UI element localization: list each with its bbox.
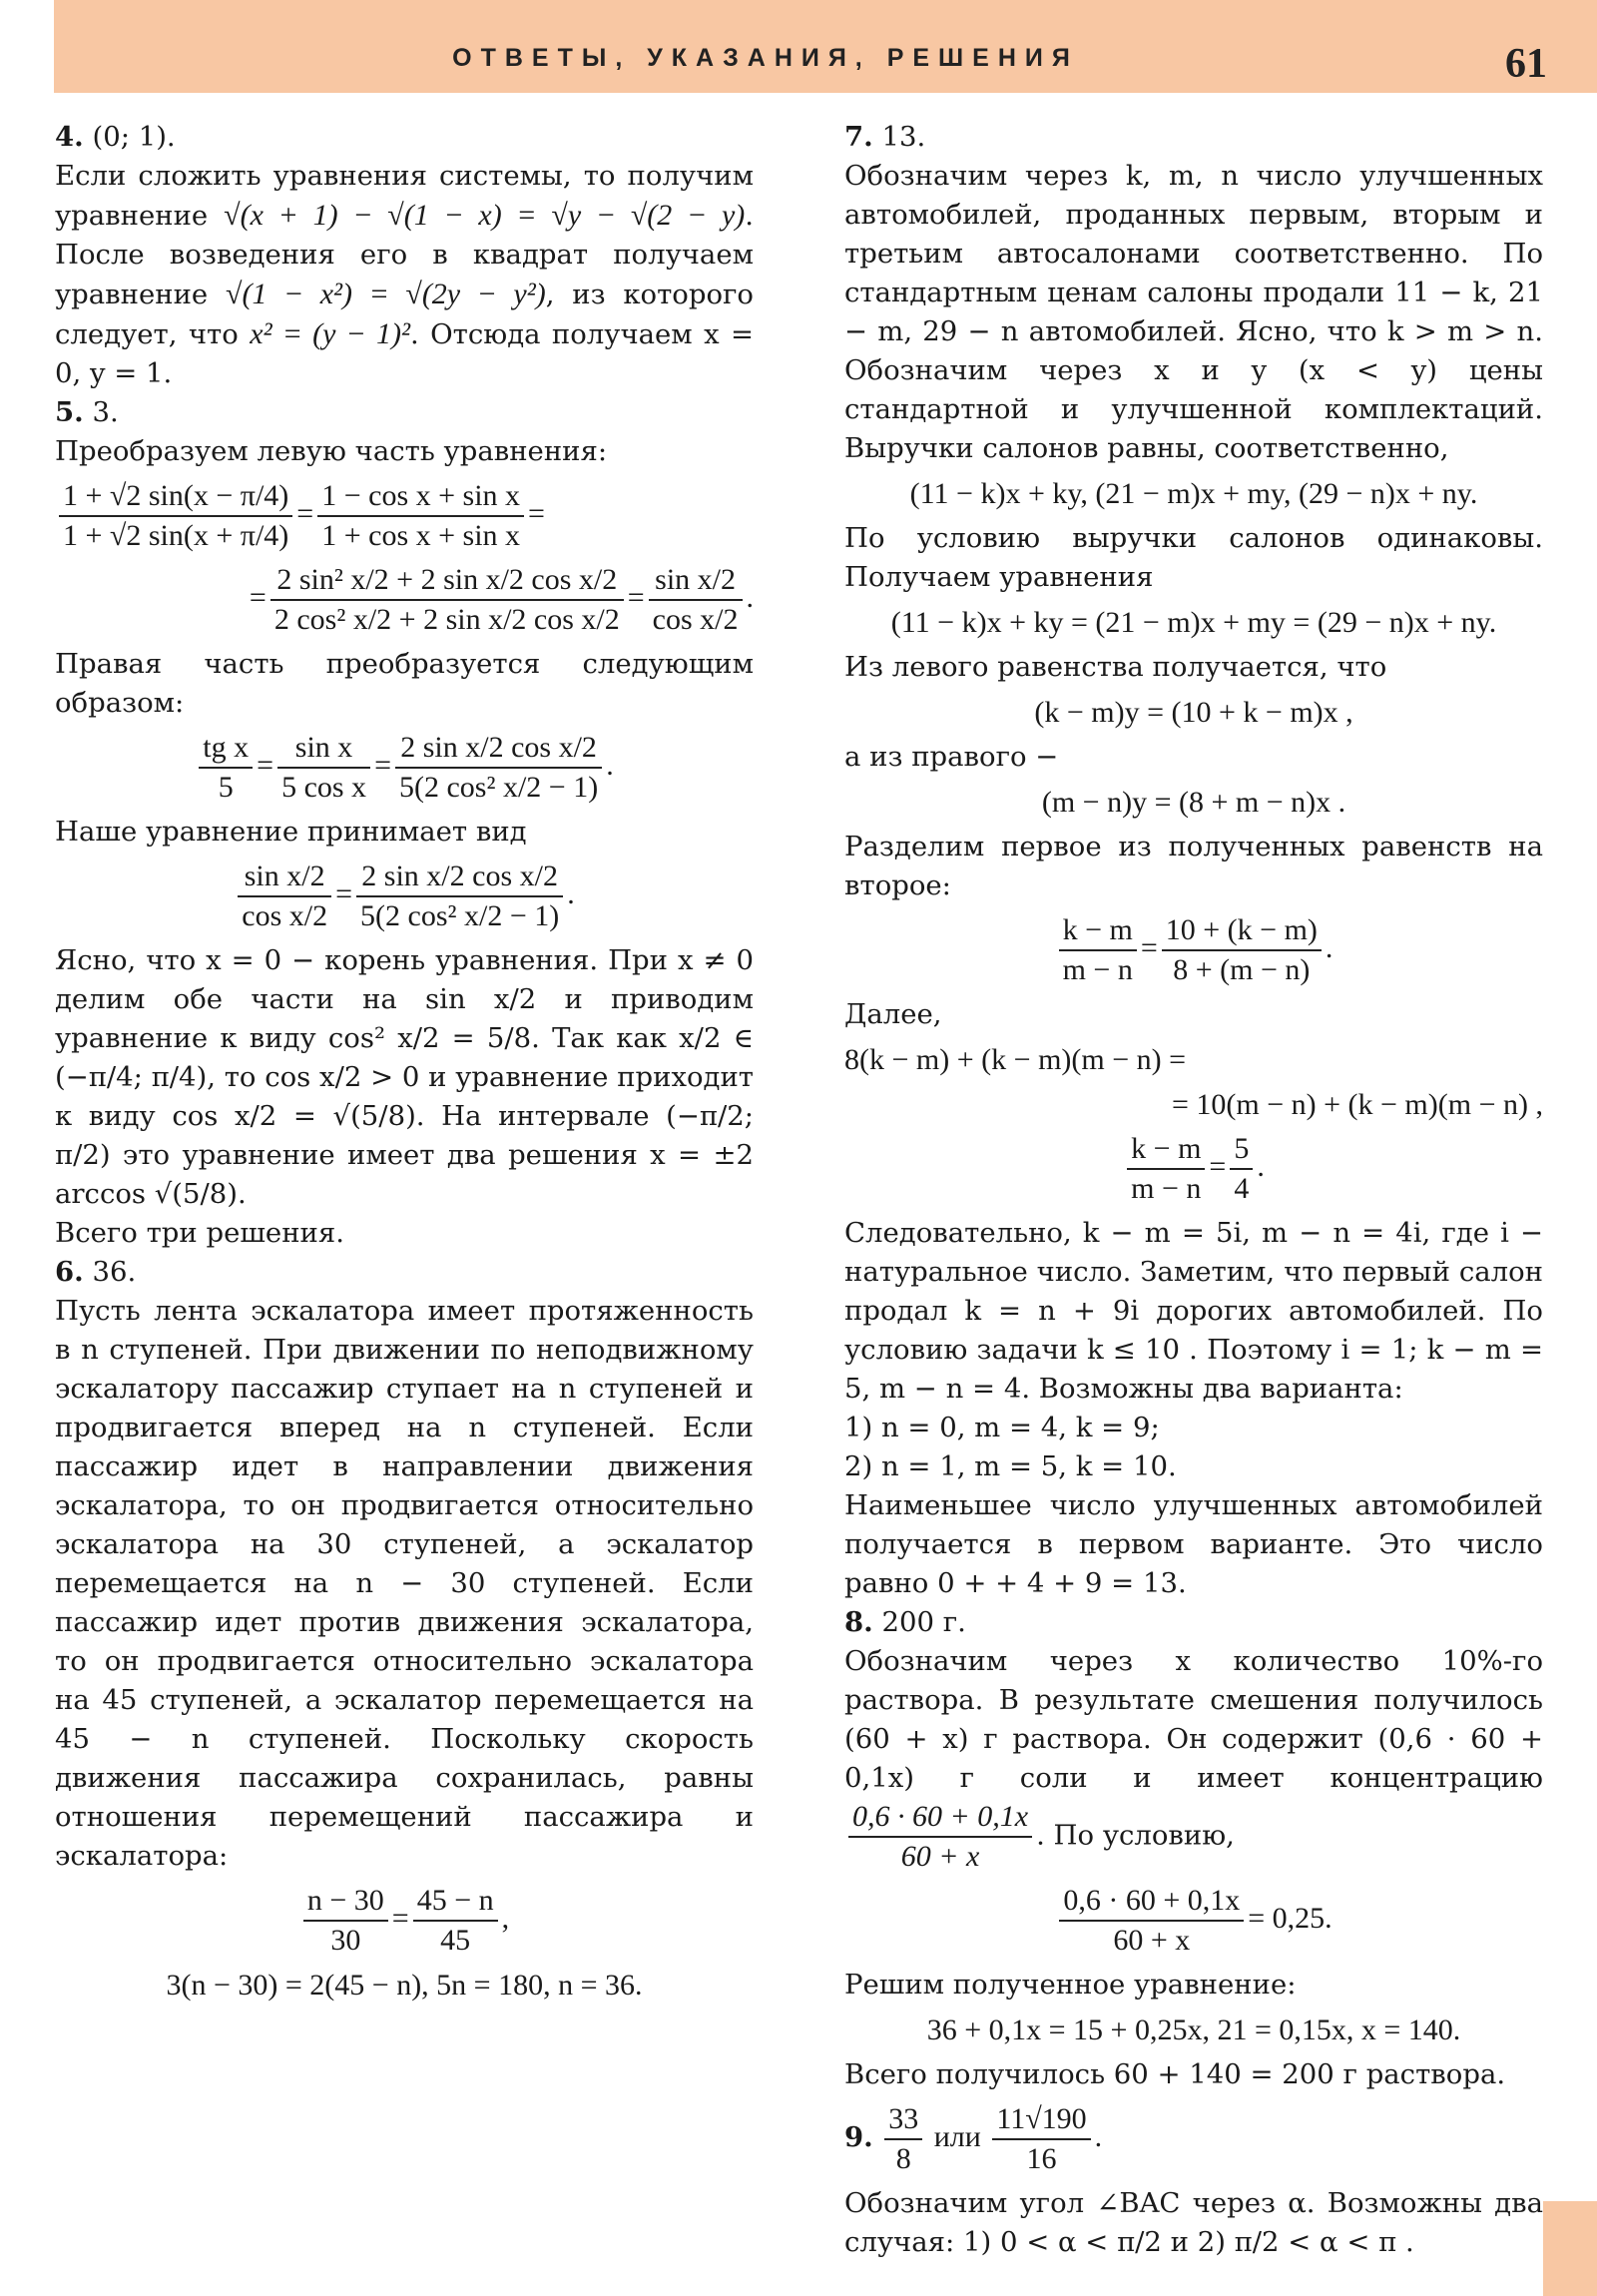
text: Обозначим через k, m, n число улучшенных автомобилей, проданных первым, вторым и третьим автосалонами соответственно. По стандартным ценам салоны продали 11 − k, 21 − m, 29 − n автомобилей. Ясно, что k > m > n. Обозначим через x и y (x < y) цены стандартной и улучшенной комплектаций. Выручки салонов равны, соответственно,	[844, 160, 1543, 464]
text: Наше уравнение принимает вид	[55, 816, 527, 848]
page-number: 61	[1505, 41, 1547, 87]
problem-number: 6.	[55, 1256, 84, 1288]
numerator: 11√190	[992, 2100, 1090, 2140]
problem-8-solution	[844, 1642, 1543, 1876]
header-title: ОТВЕТЫ, УКАЗАНИЯ, РЕШЕНИЯ	[452, 44, 1079, 72]
problem-4-solution	[55, 157, 754, 393]
problem-4-heading	[55, 118, 754, 157]
formula-block: $\frac{\text{sin x/2}}{\text{cos x/2}}$ = $\frac{\text{2 sin x/2 cos x/2}}{\text{5(2 cos² x/2 − 1)}}$ .	[55, 858, 754, 935]
right-column	[844, 118, 1543, 2262]
left-column	[55, 118, 754, 2010]
formula-block: $\frac{k - m}{m - n}$ = $\frac{5}{4}$ .	[844, 1130, 1543, 1208]
denominator: 1 + cos x + sin x	[321, 519, 521, 552]
denominator: 60 + x	[900, 1840, 980, 1873]
fraction	[1059, 1882, 1244, 1960]
fraction	[649, 561, 743, 639]
formula: (m − n)y = (8 + m − n)x .	[1041, 786, 1346, 819]
fraction	[1127, 1130, 1205, 1208]
formula: = 10(m − n) + (k − m)(m − n) ,	[1171, 1088, 1543, 1121]
fraction	[1059, 911, 1137, 989]
formula-block: = $\frac{\text{2 sin² x/2 + 2 sin x/2 cos x/2}}{\text{2 cos² x/2 + 2 sin x/2 cos x/2}}$ = $\frac{\text{sin x/2}}{\text{cos x/2}}$ .	[55, 561, 754, 639]
text: По условию выручки салонов одинаковы. Получаем уравнения	[844, 522, 1543, 593]
text: Далее,	[844, 998, 942, 1030]
numerator: k − m	[1059, 911, 1137, 951]
numerator: sin x	[277, 729, 370, 769]
problem-number: 9.	[844, 2120, 873, 2153]
text: или	[933, 2119, 981, 2153]
numerator: 33	[884, 2100, 922, 2140]
denominator: m − n	[1062, 953, 1133, 986]
text: . После возведения его в квадрат получаем уравнение	[55, 200, 755, 310]
problem-7-heading	[844, 118, 1543, 157]
denominator: 60 + x	[1113, 1924, 1191, 1957]
text: Решим полученное уравнение:	[844, 1969, 1297, 2001]
denominator: 8 + (m − n)	[1173, 953, 1311, 986]
denominator: 8	[895, 2142, 911, 2175]
fraction	[1162, 911, 1322, 989]
text: Правая часть преобразуется следующим образом:	[55, 648, 754, 719]
numerator: 0,6 · 60 + 0,1x	[1059, 1882, 1244, 1922]
formula-block	[844, 1882, 1543, 1960]
problem-number: 5.	[55, 396, 84, 428]
numerator: n − 30	[303, 1882, 388, 1922]
corner-tab	[1543, 2201, 1597, 2296]
fraction	[277, 729, 370, 807]
text: Обозначим через x количество 10%-го раствора. В результате смешения получилось (60 + x) г раствора. Он содержит (0,6 · 60 + 0,1x) г соли и имеет концентрацию	[844, 1645, 1543, 1794]
denominator: 5	[218, 771, 234, 804]
denominator: 5(2 cos² x/2 − 1)	[398, 771, 599, 804]
numerator: 2 sin² x/2 + 2 sin x/2 cos x/2	[270, 561, 624, 601]
numerator: sin x/2	[238, 858, 331, 897]
answer: 13.	[881, 121, 926, 153]
problem-8-heading	[844, 1603, 1543, 1642]
answer: (0; 1).	[92, 121, 176, 153]
variant: 1) n = 0, m = 4, k = 9;	[844, 1412, 1160, 1443]
fraction	[884, 2100, 922, 2178]
formula: x² = (y − 1)²	[250, 317, 410, 350]
fraction	[238, 858, 331, 935]
text: . По условию,	[1036, 1819, 1235, 1852]
fraction	[303, 1882, 388, 1960]
text: Обозначим угол ∠BAC через α. Возможны два случая: 1) 0 < α < π/2 и 2) π/2 < α < π .	[844, 2187, 1543, 2258]
formula: (11 − k)x + ky, (21 − m)x + my, (29 − n)x + ny.	[909, 477, 1478, 510]
denominator: cos x/2	[652, 603, 739, 636]
denominator: 1 + √2 sin(x + π/4)	[63, 519, 289, 552]
numerator: 45 − n	[413, 1882, 498, 1922]
text: . Отсюда получаем x = 0, y = 1.	[55, 318, 755, 389]
fraction	[59, 477, 292, 555]
formula-block: $\frac{1 + √2 \sin(x - \pi/4)}{1 + √2 \sin(x + \pi/4)}$ = $\frac{\text{1 − cos x + sin x}}{\text{1 + cos x + sin x}}$ =	[55, 477, 754, 555]
numerator: sin x/2	[649, 561, 743, 601]
numerator: 2 sin x/2 cos x/2	[395, 729, 602, 769]
formula: 8(k − m) + (k − m)(m − n) =	[844, 1043, 1187, 1076]
problem-6-heading	[55, 1253, 754, 1292]
fraction	[1230, 1130, 1253, 1208]
numerator: 10 + (k − m)	[1162, 911, 1322, 951]
variant: 2) n = 1, m = 5, k = 10.	[844, 1450, 1177, 1482]
text: Всего получилось 60 + 140 = 200 г раствора.	[844, 2058, 1506, 2090]
answer: 36.	[92, 1256, 137, 1288]
fraction	[848, 1798, 1032, 1876]
fraction	[356, 858, 563, 935]
denominator: 5 cos x	[281, 771, 367, 804]
fraction	[413, 1882, 498, 1960]
fraction	[270, 561, 624, 639]
text: Пусть лента эскалатора имеет протяженность в n ступеней. При движении по неподвижному эскалатору пассажир ступает на n ступеней и продвигается вперед на n ступеней. Если пассажир идет в направлении движения эскалатора, то он продвигается относительно эскалатора на 30 ступеней, а эскалатор перемещается на n − 30 ступеней. Если пассажир идет против движения эскалатора, то он продвигается относительно эскалатора на 45 ступеней, а эскалатор перемещается на 45 − n ступеней. Поскольку скорость движения пассажира сохранилась, равны отношения перемещений пассажира и эскалатора:	[55, 1295, 754, 1872]
text: Следовательно, k − m = 5i, m − n = 4i, где i − натуральное число. Заметим, что первый салон продал k = n + 9i дорогих автомобилей. По условию задачи k ≤ 10 . Поэтому i = 1; k − m = 5, m − n = 4. Возможны два варианта:	[844, 1217, 1543, 1405]
answer: 200 г.	[881, 1606, 966, 1638]
fraction	[199, 729, 253, 807]
text: Если сложить уравнения системы, то получим уравнение	[55, 160, 754, 232]
formula: 36 + 0,1x = 15 + 0,25x, 21 = 0,15x, x = 140.	[926, 2013, 1461, 2046]
formula: = 0,25.	[1248, 1901, 1332, 1935]
denominator: cos x/2	[242, 899, 328, 932]
problem-number: 7.	[844, 121, 873, 153]
formula: √(1 − x²) = √(2y − y²)	[225, 278, 546, 310]
numerator: 0,6 · 60 + 0,1x	[848, 1798, 1032, 1838]
formula: √(x + 1) − √(1 − x) = √y − √(2 − y)	[224, 199, 746, 232]
denominator: 5(2 cos² x/2 − 1)	[360, 899, 560, 932]
denominator: 16	[1026, 2142, 1057, 2175]
problem-9-heading: 9. $\frac{33}{8}$ или $\frac{11√190}{16}$ .	[844, 2100, 1543, 2178]
fraction	[395, 729, 602, 807]
text: Ясно, что x = 0 − корень уравнения. При x ≠ 0 делим обе части на sin x/2 и приводим уравнение к виду cos² x/2 = 5/8. Так как x/2 ∈ (−π/4; π/4), то cos x/2 > 0 и уравнение приходит к виду cos x/2 = √(5/8). На интервале (−π/2; π/2) это уравнение имеет два решения x = ±2 arccos √(5/8).	[55, 944, 754, 1210]
text: Наименьшее число улучшенных автомобилей получается в первом варианте. Это число равно 0 + + 4 + 9 = 13.	[844, 1489, 1543, 1599]
text: , из которого следует, что	[55, 279, 754, 350]
problem-number: 8.	[844, 1606, 873, 1638]
answer: 3.	[92, 396, 119, 428]
denominator: 45	[440, 1924, 471, 1957]
numerator: 1 − cos x + sin x	[317, 477, 524, 517]
formula: (k − m)y = (10 + k − m)x ,	[1034, 696, 1353, 729]
numerator: tg x	[199, 729, 253, 769]
formula: (11 − k)x + ky = (21 − m)x + my = (29 − n)x + ny.	[890, 606, 1497, 639]
denominator: 4	[1234, 1172, 1250, 1205]
numerator: 1 + √2 sin(x − π/4)	[59, 477, 292, 517]
text: Всего три решения.	[55, 1217, 344, 1249]
fraction	[317, 477, 524, 555]
page-header	[54, 0, 1597, 93]
numerator: k − m	[1127, 1130, 1205, 1170]
text: Разделим первое из полученных равенств на второе:	[844, 831, 1543, 901]
formula-block: $\frac{k - m}{m - n}$ = $\frac{10 + (k - m)}{8 + (m - n)}$ .	[844, 911, 1543, 989]
formula-block: $\frac{n - 30}{30}$ = $\frac{45 - n}{45}$ ,	[55, 1882, 754, 1960]
text: Преобразуем левую часть уравнения:	[55, 435, 608, 467]
fraction	[992, 2100, 1090, 2178]
problem-5-heading	[55, 393, 754, 432]
formula-block: $\frac{\text{tg x}}{5}$ = $\frac{\text{sin x}}{\text{5 cos x}}$ = $\frac{\text{2 sin x/2 cos x/2}}{\text{5(2 cos² x/2 − 1)}}$ .	[55, 729, 754, 807]
numerator: 5	[1230, 1130, 1253, 1170]
problem-number: 4.	[55, 121, 84, 153]
text: Из левого равенства получается, что	[844, 651, 1387, 683]
denominator: 30	[330, 1924, 361, 1957]
numerator: 2 sin x/2 cos x/2	[356, 858, 563, 897]
denominator: 2 cos² x/2 + 2 sin x/2 cos x/2	[273, 603, 620, 636]
formula: 3(n − 30) = 2(45 − n), 5n = 180, n = 36.	[166, 1969, 643, 2002]
text: а из правого −	[844, 741, 1059, 773]
denominator: m − n	[1131, 1172, 1202, 1205]
